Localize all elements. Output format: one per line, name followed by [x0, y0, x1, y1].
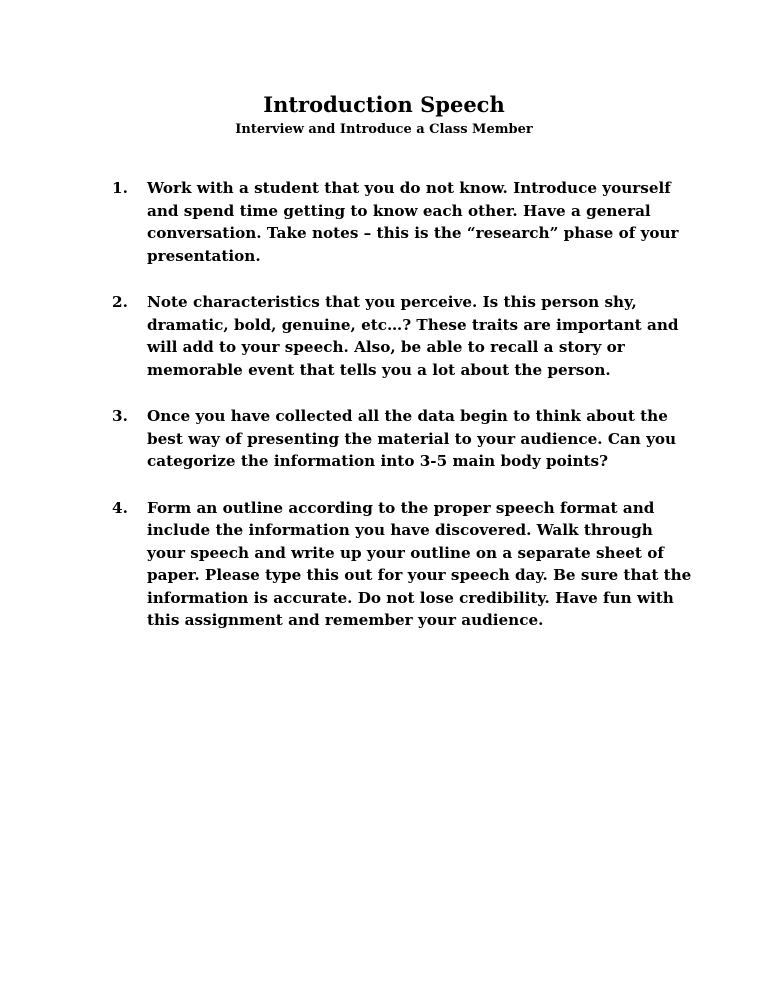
page-title: Introduction Speech	[263, 92, 505, 117]
page-subtitle: Interview and Introduce a Class Member	[235, 122, 533, 137]
list-item-text: Note characteristics that you perceive. Is this person shy, dramatic, bold, genuine, etc…? These traits are important and will add to your speech. Also, be able to recall a story or memorable event that tells you a lot about the person.	[147, 293, 679, 379]
list-item-number: 1.	[112, 179, 128, 197]
instruction-list	[112, 177, 692, 656]
list-item-number: 4.	[112, 498, 128, 517]
list-item	[112, 291, 692, 381]
list-item	[112, 405, 692, 473]
list-item-text: Once you have collected all the data begin to think about the best way of presenting the material to your audience. Can you categorize the information into 3-5 main body points?	[147, 407, 677, 470]
list-item-number: 3.	[112, 407, 128, 425]
list-item	[112, 497, 692, 632]
list-item-text: Work with a student that you do not know. Introduce yourself and spend time getting to know each other. Have a general conversation. Take notes – this is the “research” phase of your presentation.	[147, 179, 679, 265]
list-item	[112, 177, 692, 267]
list-item-text: Form an outline according to the proper speech format and include the information you have discovered. Walk through your speech and write up your outline on a separate sheet of paper. Please type this out for your speech day. Be sure that the information is accurate. Do not lose credibility. Have fun with this assignment and remember your audience.	[147, 498, 692, 629]
list-item-number: 2.	[112, 293, 128, 311]
